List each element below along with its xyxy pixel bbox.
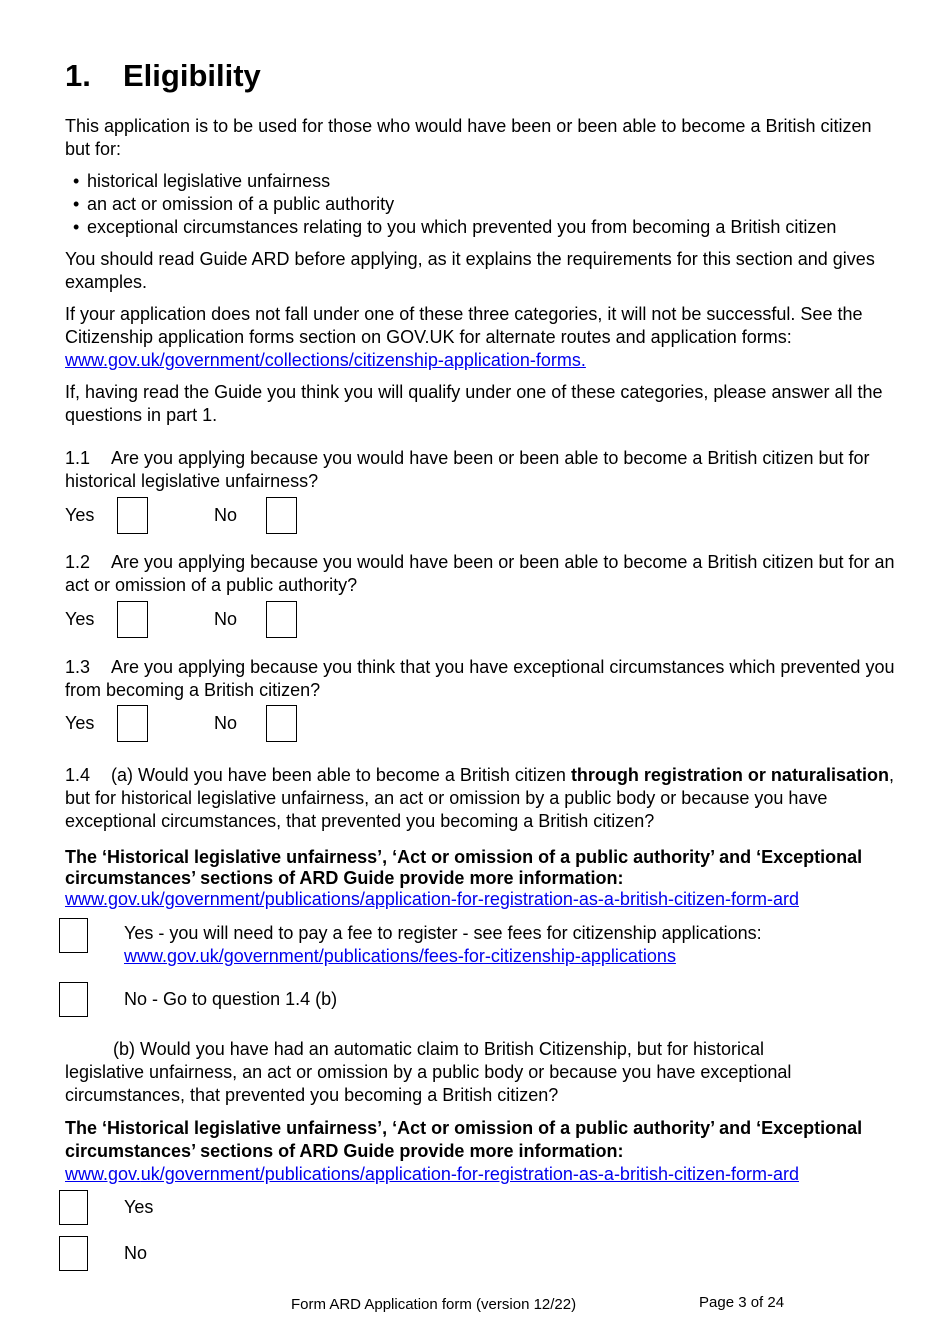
q1-1-no-label: No [214,505,238,525]
guide-text: You should read Guide ARD before applying, as it explains the requirements for this section and gives examples. [65,249,875,292]
q1-2-no-label: No [214,609,238,629]
question-text-line1: (b) Would you have had an automatic claim to British Citizenship, but for historical [113,1039,764,1059]
q1-3-no-label: No [214,713,238,733]
ard-guide-link-part1: www.gov. [65,889,141,909]
q1-1-yes-checkbox[interactable] [117,497,148,534]
question-text: (a) Would you have been able to become a British citizen [111,765,571,785]
ard-guide-link[interactable] [65,889,799,909]
q1-4b-no-checkbox[interactable] [59,1236,88,1271]
q1-4b-yes-checkbox[interactable] [59,1190,88,1225]
categories-paragraph [65,303,895,372]
q1-2-yes-label: Yes [65,609,95,629]
q1-2-yes-checkbox[interactable] [117,601,148,638]
bullet-item: • exceptional circumstances relating to you which prevented you from becoming a British citizen [73,216,836,239]
citizenship-fees-link[interactable] [124,946,676,966]
question-1-1 [65,447,895,493]
question-number: 1.3 [65,657,91,677]
bullet-item: • historical legislative unfairness [73,170,836,193]
guide-info-a [65,847,895,910]
q1-3-yes-label: Yes [65,713,95,733]
question-text: Are you applying because you would have been or been able to become a British citizen but for historical legislative unfairness? [65,448,870,491]
citizenship-forms-link[interactable]: www.gov.uk/government/collections/citizenship-application-forms. [65,350,586,370]
section-heading [65,57,261,95]
question-number: 1.4 [65,765,91,785]
q1-4a-no-checkbox[interactable] [59,982,88,1017]
q1-3-yes-checkbox[interactable] [117,705,148,742]
ard-guide-link-part1: www.gov. [65,1164,141,1184]
q1-4a-yes-option [124,922,874,968]
q1-1-yes-label: Yes [65,505,95,525]
question-text-rest: legislative unfairness, an act or omission by a public body or because you have exceptional circumstances, that prevented you becoming a British citizen? [65,1062,792,1105]
q1-4a-yes-text: Yes - you will need to pay a fee to register - see fees for citizenship applications: [124,923,762,943]
q1-2-no-checkbox[interactable] [266,601,297,638]
section-number: 1. [65,58,91,93]
guide-info-text: The ‘Historical legislative unfairness’, ‘Act or omission of a public authority’ and ‘Exceptional circumstances’ sections of ARD Guide provide more information: [65,1118,863,1161]
q1-4a-no-text: No - Go to question 1.4 (b) [124,989,338,1009]
q1-3-no-checkbox[interactable] [266,705,297,742]
footer-form-name: Form ARD Application form (version 12/22) [291,1296,577,1313]
q1-4b-yes-label: Yes [124,1197,154,1217]
categories-text: If your application does not fall under one of these three categories, it will not be successful. See the Citizenship application forms section on GOV.UK for alternate routes and application forms: [65,304,863,347]
question-1-3 [65,656,895,702]
question-text: Are you applying because you would have been or been able to become a British citizen but for an act or omission of a public authority? [65,552,895,595]
intro-text: This application is to be used for those who would have been or been able to become a British citizen but for: [65,116,872,159]
question-1-4a [65,764,895,833]
q1-4a-yes-checkbox[interactable] [59,918,88,953]
q1-4b-no-label: No [124,1243,148,1263]
question-number: 1.2 [65,552,91,572]
eligibility-bullet-list [73,170,836,239]
ard-guide-link-part2: uk/government/publications/application-for-registration-as-a-british-citizen-form-ard [140,1164,799,1184]
question-1-4b [65,1038,895,1107]
question-text: Are you applying because you think that you have exceptional circumstances which prevented you from becoming a British citizen? [65,657,895,700]
section-title: Eligibility [123,58,261,93]
ard-guide-link[interactable] [65,1164,799,1184]
footer-page-number: Page 3 of 24 [699,1294,785,1311]
guide-info-b [65,1117,895,1186]
q1-1-no-checkbox[interactable] [266,497,297,534]
question-1-2 [65,551,895,597]
ard-guide-link-part2: uk/government/publications/application-for-registration-as-a-british-citizen-form-ard [140,889,799,909]
fees-link-part2: gov.uk/government/publications/fees-for-citizenship-applications [167,946,676,966]
question-emphasis: through registration or naturalisation [570,765,889,785]
question-number: 1.1 [65,448,91,468]
question-text: , but for historical legislative unfairness, an act or omission by a public body or because you have exceptional circumstances, that prevented you becoming a British citizen? [65,765,894,831]
bullet-item: • an act or omission of a public authority [73,193,836,216]
fees-link-part1: www. [124,946,168,966]
guide-info-text: The ‘Historical legislative unfairness’, ‘Act or omission of a public authority’ and ‘Exceptional circumstances’ sections of ARD Guide provide more information: [65,847,863,888]
qualify-text: If, having read the Guide you think you will qualify under one of these categories, please answer all the questions in part 1. [65,382,883,425]
